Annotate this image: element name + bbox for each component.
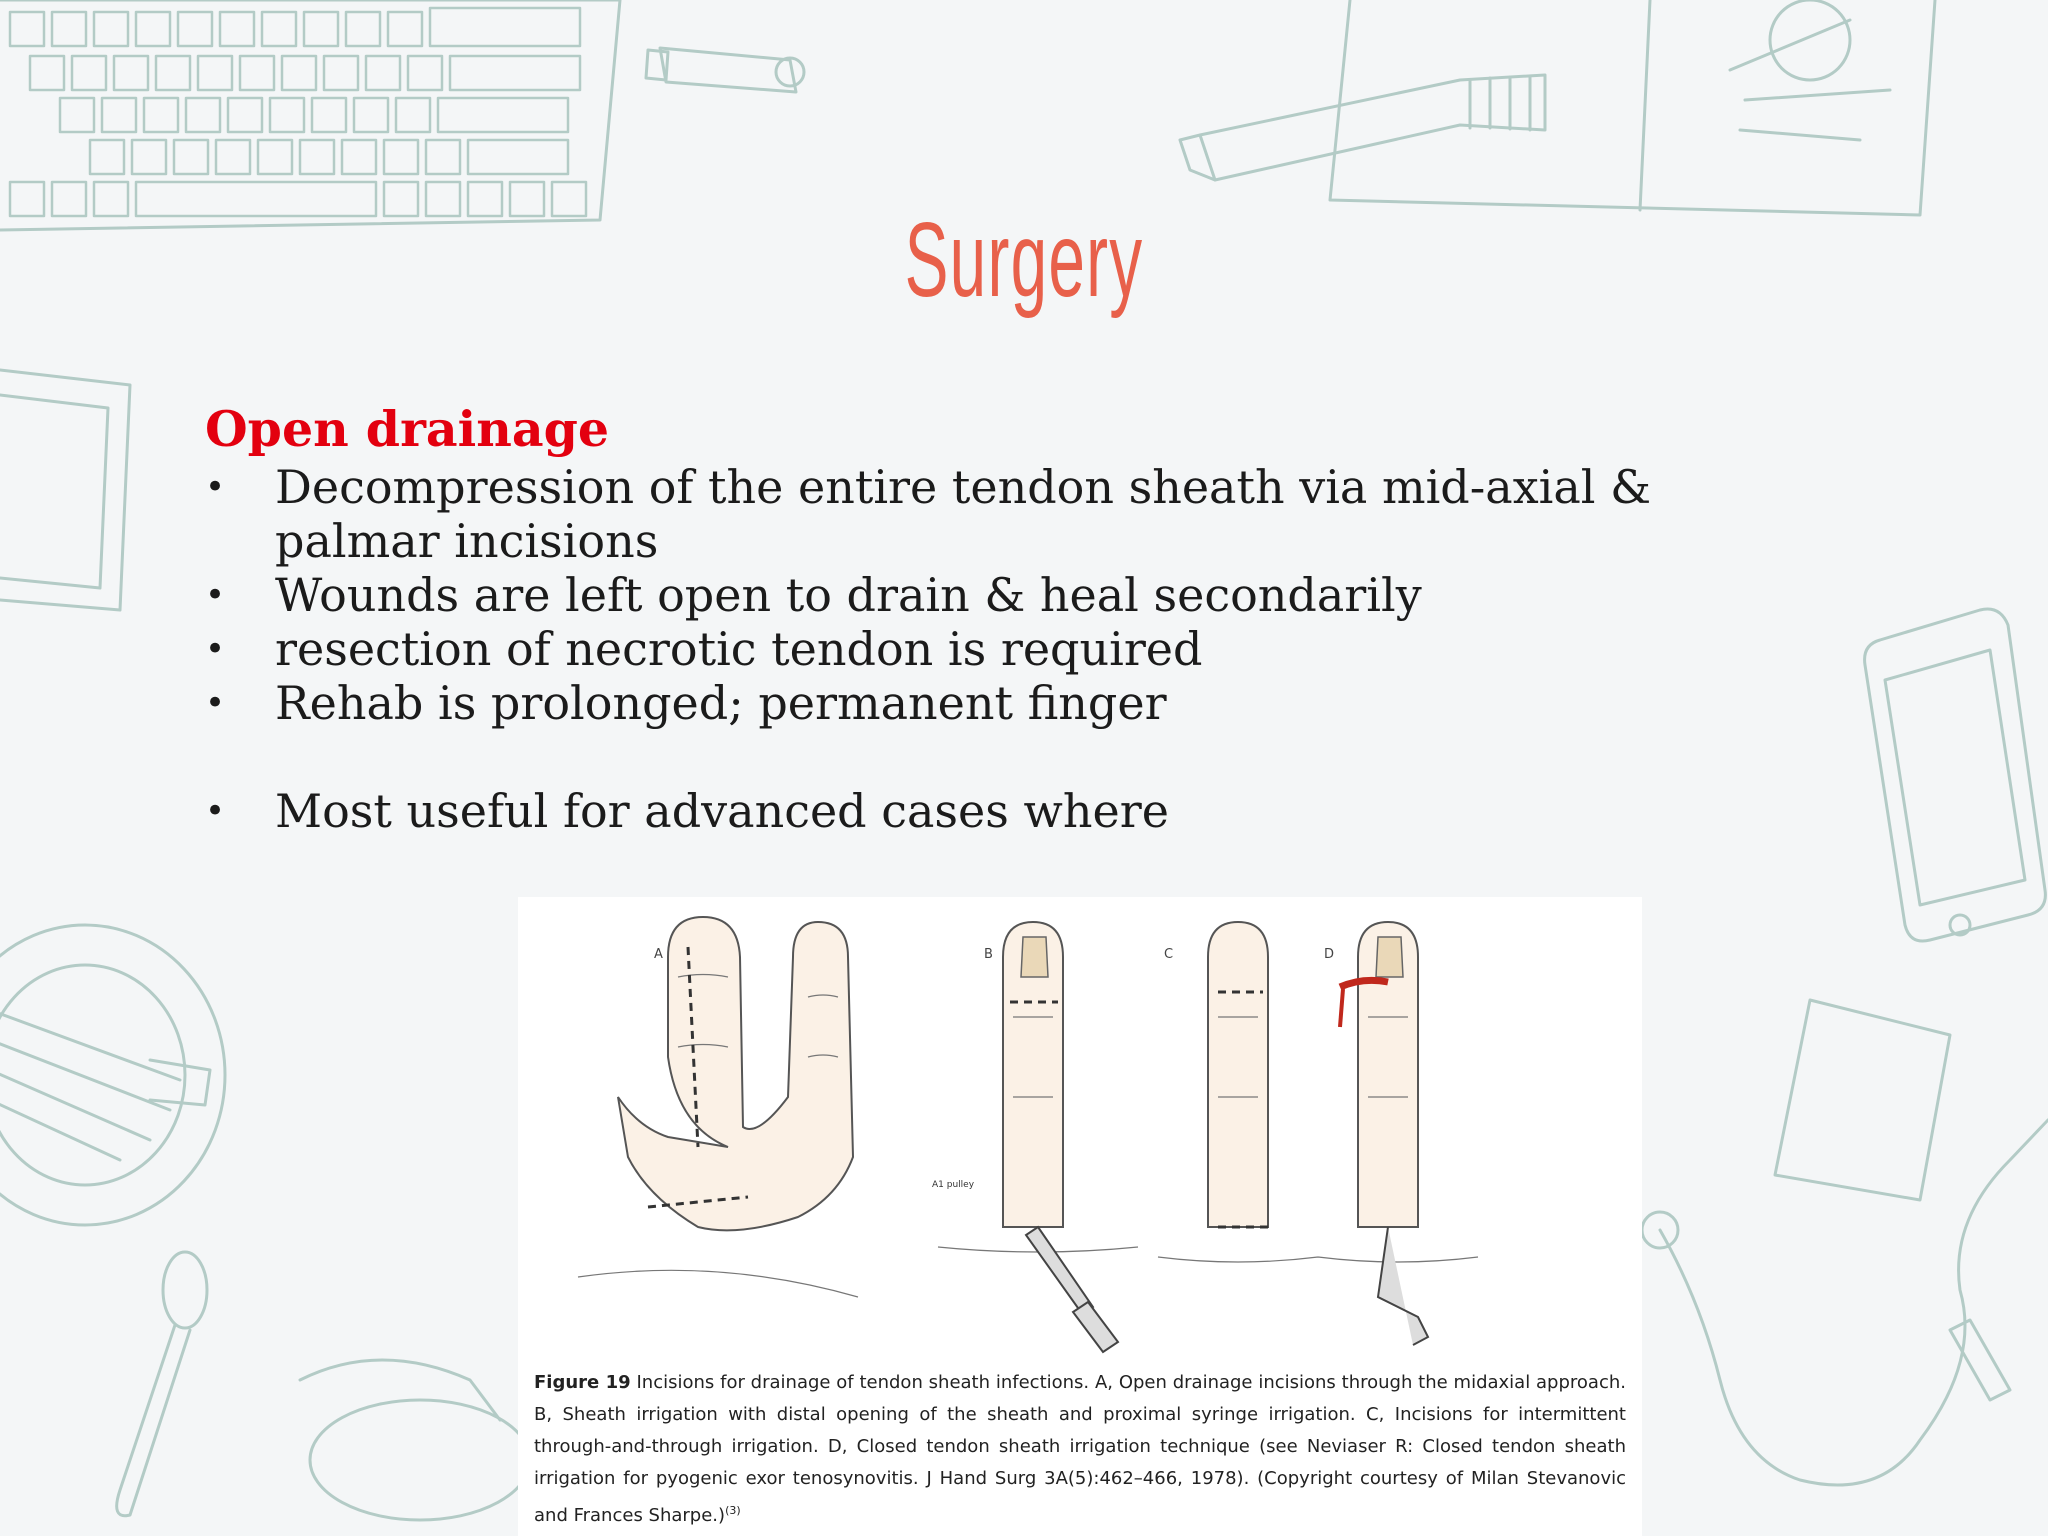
list-item [205, 460, 1655, 568]
bullet-glyph: • [205, 791, 226, 831]
bullet-text: Decompression of the entire tendon sheath via mid-axial & palmar incisions [275, 460, 1652, 568]
finger-illustration [518, 897, 1642, 1367]
figure-image [518, 897, 1642, 1536]
earphones-icon [1642, 1120, 2048, 1485]
bullet-glyph: • [205, 683, 226, 723]
bullet-text: Rehab is prolonged; permanent finger [275, 676, 1167, 730]
phone-icon [1865, 609, 2046, 941]
pulley-label: A1 pulley [932, 1180, 975, 1190]
panel-label-d: D [1324, 947, 1335, 962]
list-item [205, 568, 1655, 622]
glasses-icon [300, 1360, 530, 1520]
marker-icon [1180, 75, 1545, 180]
panel-label-b: B [984, 947, 993, 962]
usb-stick-icon [646, 48, 804, 92]
panel-label-c: C [1164, 947, 1174, 962]
bullet-list [205, 460, 1655, 838]
bullet-glyph: • [205, 467, 226, 507]
sticky-note-icon [1775, 1000, 1950, 1200]
bullet-glyph: • [205, 629, 226, 669]
caption-text: Incisions for drainage of tendon sheath infections. A, Open drainage incisions through the midaxial approach. B, Sheath irrigation with distal opening of the sheath and proximal syringe irrigation. C, Incisions for intermittent through-and-through irrigation. D, Closed tendon sheath irrigation technique (see Neviaser R: Closed tendon sheath irrigation for pyogenic exor tenosynovitis. J Hand Surg 3A(5):462–466, 1978). (Copyright courtesy of Milan Stevanovic and Frances Sharpe.) [534, 1372, 1626, 1526]
figure-caption [534, 1367, 1626, 1532]
caption-reference: (3) [725, 1504, 741, 1517]
bullet-glyph: • [205, 575, 226, 615]
slide-title: Surgery [904, 201, 1144, 319]
bullet-text: Most useful for advanced cases where [275, 784, 1169, 838]
list-item [205, 676, 1655, 730]
subheading: Open drainage [205, 400, 610, 458]
caption-lead: Figure 19 [534, 1372, 631, 1393]
notebook-icon [1330, 0, 1935, 215]
list-item [205, 784, 1655, 838]
bullet-text: resection of necrotic tendon is required [275, 622, 1203, 676]
keyboard-icon [0, 0, 620, 230]
list-item [205, 622, 1655, 676]
tablet-icon [0, 370, 130, 610]
bullet-text: Wounds are left open to drain & heal secondarily [275, 568, 1422, 622]
panel-label-a: A [654, 947, 663, 962]
coffee-cup-icon [0, 925, 225, 1225]
spoon-icon [117, 1252, 207, 1516]
